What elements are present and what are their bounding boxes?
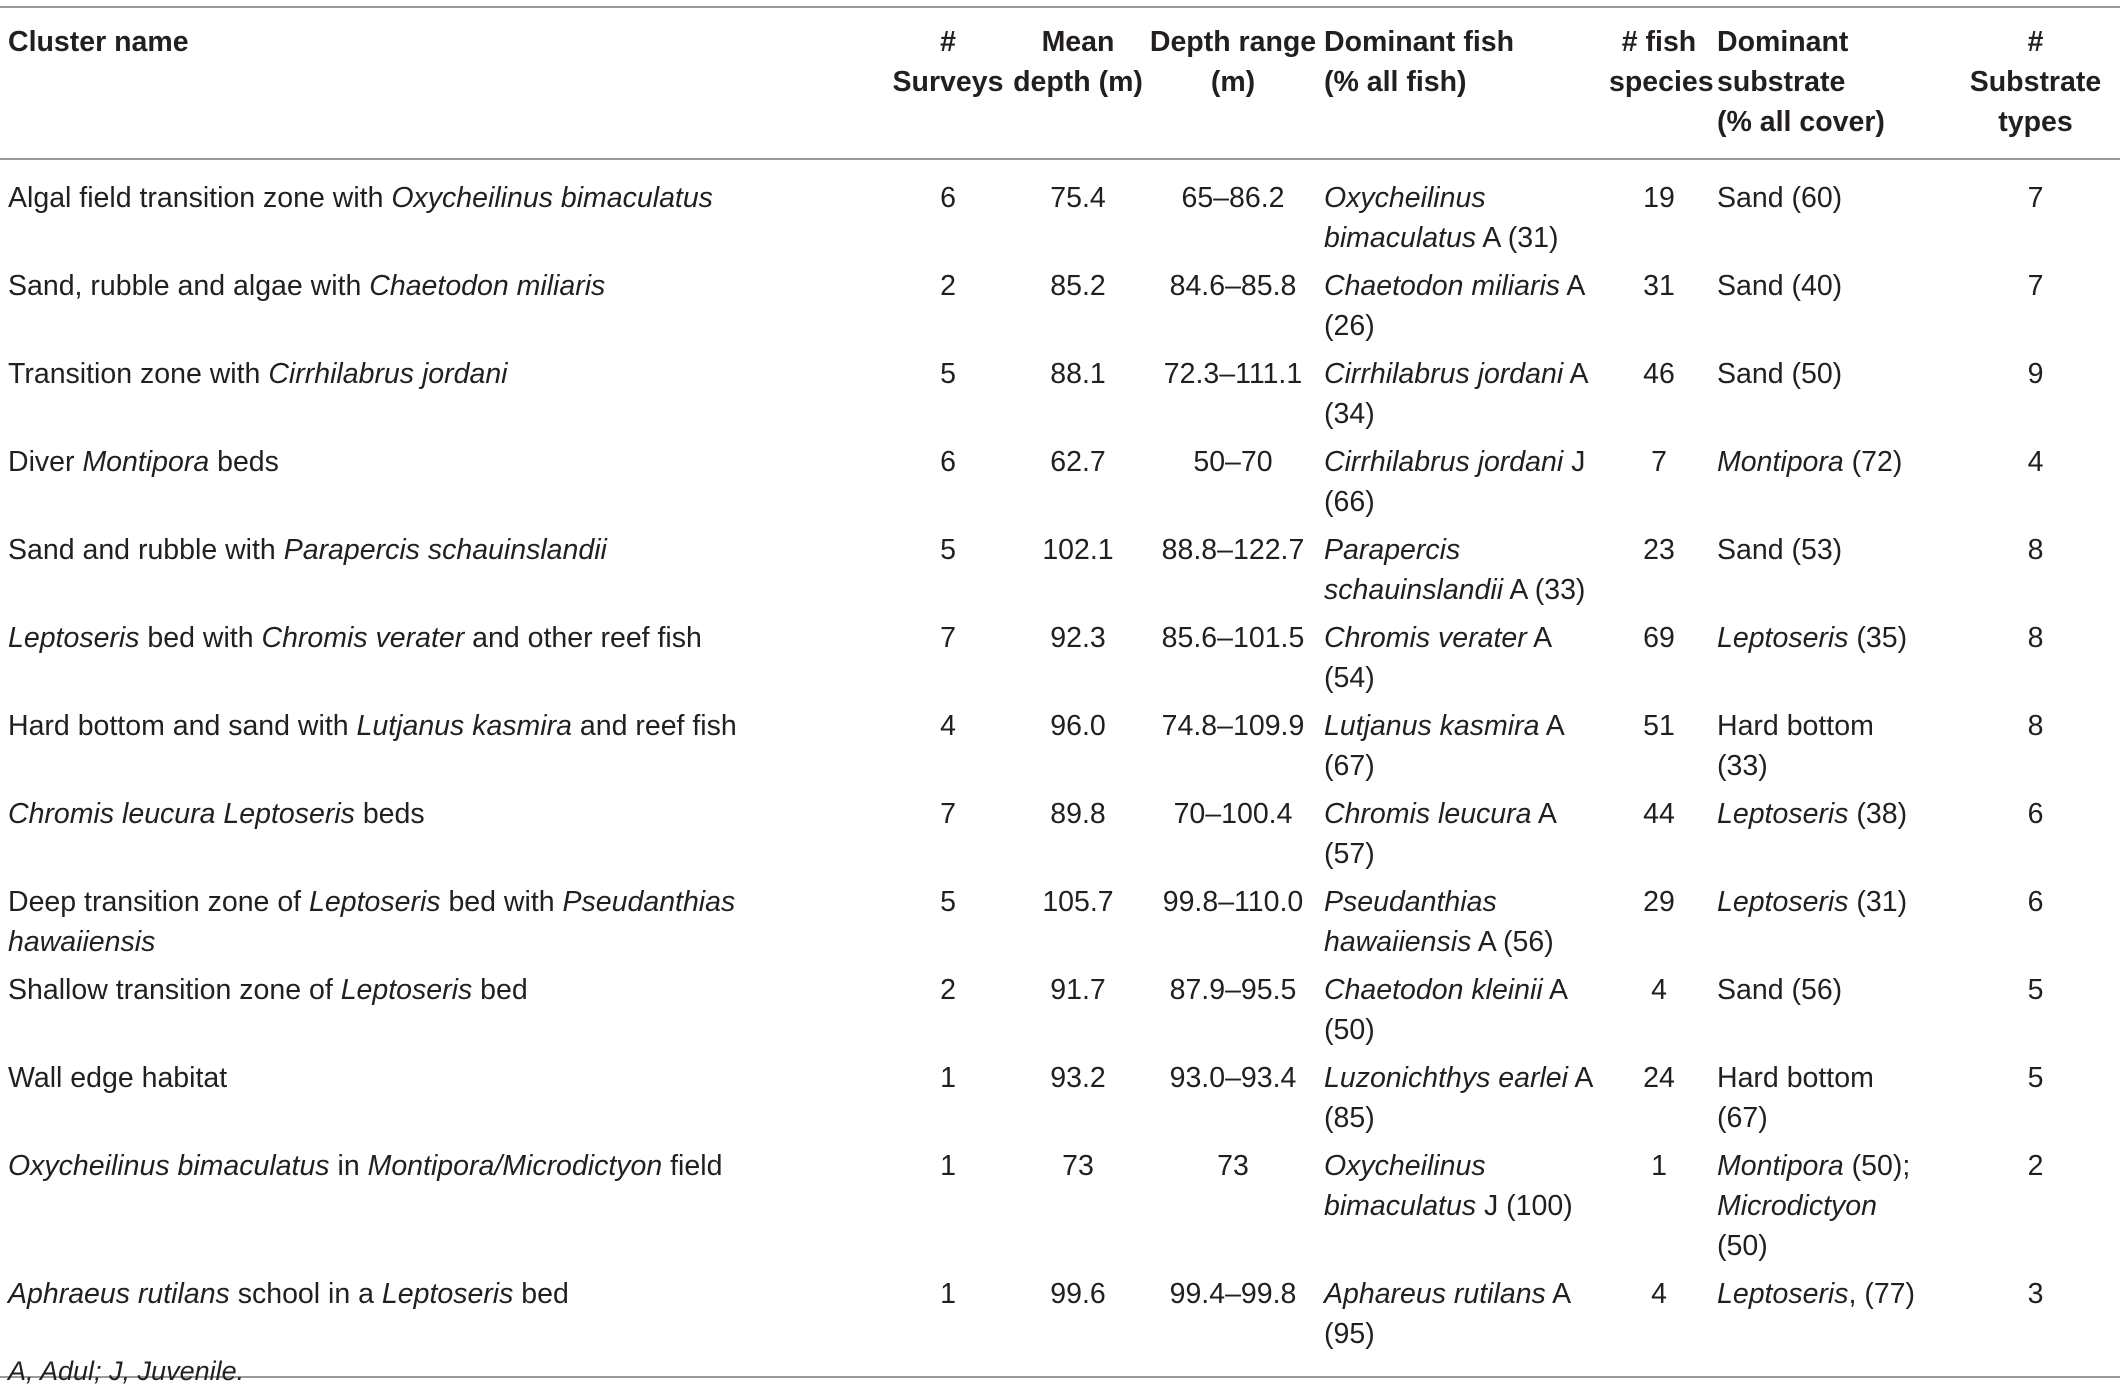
species-name: Parapercis <box>1324 534 1461 566</box>
cell-text: (85) <box>1324 1102 1375 1134</box>
cell-cluster-name <box>0 1058 888 1146</box>
cell-substrate-types: 5 <box>2027 974 2044 1006</box>
cell-depth-range: 85.6–101.5 <box>1161 622 1305 654</box>
species-name: Lutjanus kasmira <box>1324 710 1540 742</box>
cell-text: (50) <box>1324 1014 1375 1046</box>
cell-cluster-name <box>0 159 888 266</box>
table-row <box>0 354 2120 442</box>
header-surveys-text: # Surveys <box>892 26 1004 98</box>
cell-text: Algal field transition zone with <box>8 182 392 214</box>
cell-substrate-types: 7 <box>2027 182 2044 214</box>
cell-text: (26) <box>1324 310 1375 342</box>
table-row <box>0 266 2120 354</box>
species-name: bimaculatus <box>1324 222 1477 254</box>
species-name: Leptoseris <box>1717 622 1849 654</box>
cell-mean-depth: 99.6 <box>1050 1278 1106 1310</box>
cell-text: bed with <box>440 886 563 918</box>
species-name: Parapercis schauinslandii <box>283 534 607 566</box>
cell-dominant-fish <box>1318 530 1609 618</box>
cell-fish-species: 51 <box>1643 710 1675 742</box>
species-name: Chaetodon miliaris <box>1324 270 1561 302</box>
cell-text: school in a <box>229 1278 382 1310</box>
cell-text: bed <box>472 974 528 1006</box>
cell-text: A <box>1563 358 1589 390</box>
species-name: Leptoseris <box>309 886 441 918</box>
cell-surveys: 6 <box>940 446 956 478</box>
cell-surveys: 1 <box>940 1278 956 1310</box>
cell-dominant-fish <box>1318 706 1609 794</box>
species-name: Cirrhilabrus jordani <box>1324 358 1564 390</box>
cluster-table <box>0 6 2120 1378</box>
cell-dominant-fish <box>1318 266 1609 354</box>
cell-mean-depth: 105.7 <box>1042 886 1114 918</box>
species-name: schauinslandii <box>1324 574 1504 606</box>
cell-cluster-name <box>0 354 888 442</box>
cell-text: (33) <box>1717 750 1768 782</box>
cell-substrate-types: 6 <box>2027 798 2044 830</box>
cell-fish-species: 7 <box>1651 446 1667 478</box>
table-row <box>0 618 2120 706</box>
cell-dominant-substrate <box>1709 1146 1937 1274</box>
cell-mean-depth: 75.4 <box>1050 182 1106 214</box>
species-name: Chromis verater <box>1324 622 1527 654</box>
cell-dominant-fish <box>1318 1058 1609 1146</box>
cell-fish-species: 44 <box>1643 798 1675 830</box>
header-row <box>0 7 2120 159</box>
cell-mean-depth: 88.1 <box>1050 358 1106 390</box>
cell-surveys: 2 <box>940 270 956 302</box>
species-name: Leptoseris <box>1717 886 1849 918</box>
cell-fish-species: 4 <box>1651 974 1667 1006</box>
cell-depth-range: 99.8–110.0 <box>1162 886 1304 918</box>
header-mean-depth: Mean depth (m) <box>1013 26 1143 98</box>
cell-surveys: 7 <box>940 622 956 654</box>
cell-surveys: 2 <box>940 974 956 1006</box>
cell-text: Sand (60) <box>1717 182 1843 214</box>
cell-mean-depth: 85.2 <box>1050 270 1106 302</box>
header-dominant-fish: Dominant fish (% all fish) <box>1324 26 1514 98</box>
cell-text: (57) <box>1324 838 1375 870</box>
cell-depth-range: 99.4–99.8 <box>1169 1278 1297 1310</box>
cell-depth-range: 87.9–95.5 <box>1169 974 1297 1006</box>
cell-text: Sand, rubble and algae with <box>8 270 370 302</box>
cell-surveys: 1 <box>940 1062 956 1094</box>
species-name: Montipora <box>82 446 210 478</box>
cell-text: Diver <box>8 446 83 478</box>
species-name: Cirrhilabrus jordani <box>268 358 508 390</box>
species-name: Chaetodon kleinii <box>1324 974 1543 1006</box>
cell-cluster-name <box>0 882 888 970</box>
cell-mean-depth: 92.3 <box>1050 622 1106 654</box>
cell-fish-species: 46 <box>1643 358 1675 390</box>
cell-text: bed <box>513 1278 569 1310</box>
cell-text: (34) <box>1324 398 1375 430</box>
table-row <box>0 159 2120 266</box>
cell-text: (50) <box>1717 1230 1768 1262</box>
cell-text: Wall edge habitat <box>8 1062 228 1094</box>
cell-text: A <box>1526 622 1553 654</box>
table-row <box>0 1058 2120 1146</box>
cell-dominant-substrate <box>1709 1274 1937 1377</box>
cell-dominant-fish <box>1318 159 1609 266</box>
species-name: Chromis leucura <box>1324 798 1532 830</box>
cell-text: A <box>1545 1278 1572 1310</box>
table-row <box>0 706 2120 794</box>
cell-dominant-substrate <box>1709 159 1937 266</box>
cell-substrate-types: 9 <box>2027 358 2044 390</box>
cell-dominant-substrate <box>1709 354 1937 442</box>
cell-depth-range: 74.8–109.9 <box>1161 710 1305 742</box>
species-name: Montipora <box>1717 1150 1844 1182</box>
cell-substrate-types: 7 <box>2027 270 2044 302</box>
species-name: Lutjanus kasmira <box>356 710 572 742</box>
cell-surveys: 6 <box>940 182 956 214</box>
cell-mean-depth: 89.8 <box>1050 798 1106 830</box>
cell-dominant-fish <box>1318 794 1609 882</box>
cell-dominant-substrate <box>1709 882 1937 970</box>
cell-text: (95) <box>1324 1318 1375 1350</box>
cell-text: Transition zone with <box>8 358 269 390</box>
cell-text: Sand (40) <box>1717 270 1843 302</box>
cell-text: A (33) <box>1503 574 1586 606</box>
table-row <box>0 442 2120 530</box>
table-row <box>0 882 2120 970</box>
table-row <box>0 1274 2120 1377</box>
cell-dominant-fish <box>1318 354 1609 442</box>
cell-text: Sand (53) <box>1717 534 1843 566</box>
cell-dominant-fish <box>1318 1274 1609 1377</box>
cell-surveys: 1 <box>940 1150 956 1182</box>
cell-surveys: 4 <box>940 710 956 742</box>
species-name: Microdictyon <box>1717 1190 1877 1222</box>
species-name: Luzonichthys earlei <box>1324 1062 1568 1094</box>
species-name: Cirrhilabrus jordani <box>1324 446 1564 478</box>
cell-mean-depth: 73 <box>1062 1150 1094 1182</box>
cell-text: A <box>1560 270 1586 302</box>
species-name: Leptoseris <box>8 622 140 654</box>
cell-fish-species: 19 <box>1643 182 1675 214</box>
cell-depth-range: 73 <box>1217 1150 1249 1182</box>
cell-mean-depth: 91.7 <box>1050 974 1106 1006</box>
species-name: Leptoseris <box>340 974 473 1006</box>
species-name: Chromis verater <box>261 622 465 654</box>
cell-dominant-substrate <box>1709 706 1937 794</box>
cell-text: A (31) <box>1476 222 1559 254</box>
species-name: Leptoseris <box>1717 1278 1849 1310</box>
cell-text: (67) <box>1324 750 1375 782</box>
cell-text: Sand (50) <box>1717 358 1843 390</box>
cell-dominant-fish <box>1318 970 1609 1058</box>
species-name: Leptoseris <box>1717 798 1849 830</box>
cell-text: (31) <box>1848 886 1908 918</box>
cell-dominant-substrate <box>1709 266 1937 354</box>
cell-mean-depth: 62.7 <box>1050 446 1106 478</box>
cell-substrate-types: 4 <box>2027 446 2044 478</box>
cell-surveys: 5 <box>940 358 956 390</box>
cell-cluster-name <box>0 442 888 530</box>
species-name: Chromis leucura Leptoseris <box>8 798 355 830</box>
cell-depth-range: 93.0–93.4 <box>1169 1062 1297 1094</box>
species-name: Pseudanthias hawaiiensis <box>8 886 736 958</box>
cell-substrate-types: 8 <box>2027 534 2044 566</box>
cell-dominant-substrate <box>1709 618 1937 706</box>
cell-depth-range: 72.3–111.1 <box>1163 358 1303 390</box>
header-dominant-substrate: Dominant substrate (% all cover) <box>1717 26 1885 138</box>
cell-cluster-name <box>0 266 888 354</box>
species-name: Montipora <box>1717 446 1844 478</box>
cell-text: Hard bottom <box>1717 710 1874 742</box>
cell-text: Shallow transition zone of <box>8 974 341 1006</box>
cell-text: J (100) <box>1476 1190 1573 1222</box>
cell-text: A <box>1539 710 1565 742</box>
cell-text: bed with <box>139 622 262 654</box>
cell-text: (66) <box>1324 486 1375 518</box>
cell-text: (35) <box>1848 622 1908 654</box>
cell-mean-depth: 93.2 <box>1050 1062 1106 1094</box>
cell-text: A <box>1542 974 1569 1006</box>
cell-cluster-name <box>0 1146 888 1274</box>
header-substrate-types: # Substrate types <box>1969 26 2102 138</box>
table-row <box>0 970 2120 1058</box>
cell-text: Sand and rubble with <box>8 534 284 566</box>
cell-fish-species: 24 <box>1643 1062 1675 1094</box>
cell-cluster-name <box>0 706 888 794</box>
cell-surveys: 5 <box>940 534 956 566</box>
cell-substrate-types: 5 <box>2027 1062 2044 1094</box>
cell-fish-species: 1 <box>1651 1150 1667 1182</box>
table-body <box>0 159 2120 1377</box>
cell-text: (50); <box>1843 1150 1911 1182</box>
cell-text: A (56) <box>1471 926 1554 958</box>
cell-depth-range: 88.8–122.7 <box>1161 534 1305 566</box>
cell-fish-species: 4 <box>1651 1278 1667 1310</box>
cell-text: (38) <box>1848 798 1908 830</box>
table-row <box>0 1146 2120 1274</box>
cell-text: A <box>1567 1062 1594 1094</box>
species-name: Chaetodon miliaris <box>369 270 606 302</box>
cell-dominant-substrate <box>1709 442 1937 530</box>
cell-dominant-substrate <box>1709 970 1937 1058</box>
species-name: Aphareus rutilans <box>1324 1278 1546 1310</box>
species-name: Oxycheilinus <box>1324 182 1486 214</box>
cell-dominant-fish <box>1318 1146 1609 1274</box>
cell-cluster-name <box>0 970 888 1058</box>
cell-text: (72) <box>1843 446 1903 478</box>
cell-mean-depth: 96.0 <box>1050 710 1106 742</box>
species-name: Oxycheilinus bimaculatus <box>8 1150 330 1182</box>
cell-substrate-types: 8 <box>2027 710 2044 742</box>
cell-substrate-types: 8 <box>2027 622 2044 654</box>
table-row <box>0 530 2120 618</box>
cell-text: in <box>329 1150 368 1182</box>
cell-text: beds <box>354 798 425 830</box>
cell-substrate-types: 6 <box>2027 886 2044 918</box>
species-name: Aphraeus rutilans <box>8 1278 230 1310</box>
cell-text: A <box>1531 798 1557 830</box>
cell-dominant-fish <box>1318 442 1609 530</box>
cell-fish-species: 31 <box>1643 270 1675 302</box>
species-name: hawaiiensis <box>1324 926 1472 958</box>
cell-fish-species: 69 <box>1643 622 1675 654</box>
cell-fish-species: 29 <box>1643 886 1675 918</box>
header-fish-species: # fish species <box>1609 26 1714 98</box>
cell-dominant-fish <box>1318 882 1609 970</box>
cell-substrate-types: 3 <box>2027 1278 2044 1310</box>
cell-depth-range: 50–70 <box>1193 446 1273 478</box>
cell-text: (54) <box>1324 662 1375 694</box>
cell-substrate-types: 2 <box>2027 1150 2044 1182</box>
cell-text: field <box>662 1150 723 1182</box>
cell-cluster-name <box>0 530 888 618</box>
cell-dominant-substrate <box>1709 1058 1937 1146</box>
cell-dominant-fish <box>1318 618 1609 706</box>
species-name: Oxycheilinus bimaculatus <box>391 182 713 214</box>
cell-text: Hard bottom <box>1717 1062 1874 1094</box>
cell-text: Deep transition zone of <box>8 886 310 918</box>
cell-text: (67) <box>1717 1102 1768 1134</box>
table-row <box>0 794 2120 882</box>
cell-surveys: 5 <box>940 886 956 918</box>
cell-text: and other reef fish <box>464 622 702 654</box>
cell-cluster-name <box>0 618 888 706</box>
cell-mean-depth: 102.1 <box>1042 534 1114 566</box>
cell-dominant-substrate <box>1709 530 1937 618</box>
header-depth-range: Depth range (m) <box>1149 26 1317 98</box>
cell-dominant-substrate <box>1709 794 1937 882</box>
cell-text: , (77) <box>1848 1278 1916 1310</box>
cell-fish-species: 23 <box>1643 534 1675 566</box>
cell-text: and reef fish <box>571 710 737 742</box>
species-name: Oxycheilinus <box>1324 1150 1486 1182</box>
header-surveys <box>888 7 1008 159</box>
cell-text: Hard bottom and sand with <box>8 710 357 742</box>
cell-text: beds <box>209 446 279 478</box>
species-name: Leptoseris <box>381 1278 514 1310</box>
cell-depth-range: 65–86.2 <box>1181 182 1285 214</box>
cell-depth-range: 84.6–85.8 <box>1169 270 1297 302</box>
species-name: Pseudanthias <box>1324 886 1497 918</box>
cell-cluster-name <box>0 794 888 882</box>
species-name: bimaculatus <box>1324 1190 1477 1222</box>
cell-text: J <box>1563 446 1586 478</box>
cell-text: Sand (56) <box>1717 974 1843 1006</box>
cell-surveys: 7 <box>940 798 956 830</box>
cell-depth-range: 70–100.4 <box>1173 798 1293 830</box>
header-cluster-name: Cluster name <box>8 26 189 58</box>
table-footnote: A, Adul; J, Juvenile. <box>8 1356 245 1386</box>
species-name: Montipora/Microdictyon <box>367 1150 663 1182</box>
